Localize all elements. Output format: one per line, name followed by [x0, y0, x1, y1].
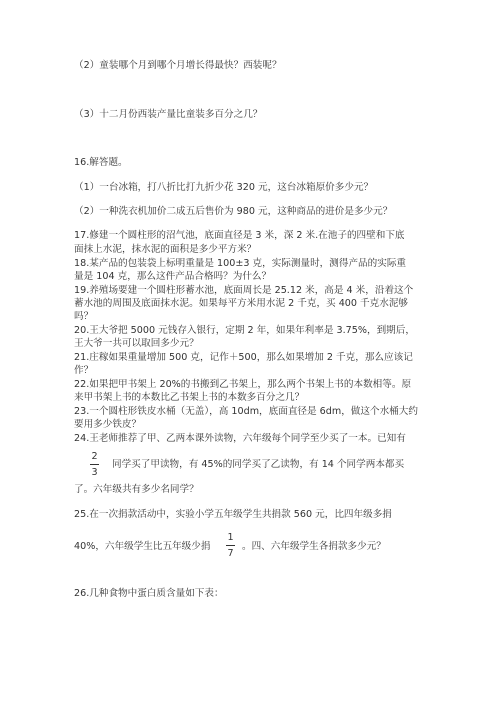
question-15-part-3: （3）十二月份西装产量比童装多百分之几？ — [74, 109, 263, 120]
question-18-line-1: 18.某产品的包装袋上标明重量是 100±3 克，实际测量时，测得产品的实际重 — [74, 258, 407, 269]
question-19-line-1: 19.养殖场要建一个圆柱形蓄水池，底面周长是 25.12 米，高是 4 米，沿着这个 — [74, 285, 414, 296]
fraction-denominator: 3 — [91, 467, 98, 478]
question-20-line-2: 王大爷一共可以取回多少元？ — [74, 338, 199, 349]
question-16-part-2: （2）一种洗衣机加价二成五后售价为 980 元，这种商品的进价是多少元？ — [74, 206, 393, 217]
question-17-line-2: 面抹上水泥，抹水泥的面积是多少平方米？ — [74, 244, 257, 255]
question-19-line-2: 蓄水池的周围及底面抹水泥。如果每平方米用水泥 2 千克，买 400 千克水泥够 — [74, 298, 409, 309]
question-24-line-2: 同学买了甲读物，有 45%的同学买了乙读物，有 14 个同学两本都买 — [112, 459, 405, 470]
question-25-line-1: 25.在一次捐款活动中，实验小学五年级学生共捐款 560 元，比四年级多捐 — [74, 509, 392, 520]
question-25-line-2-end: 。四、六年级学生各捐款多少元？ — [242, 541, 386, 552]
question-15-part-2: （2）童装哪个月到哪个月增长得最快？西装呢？ — [74, 60, 282, 71]
question-23-line-1: 23.一个圆柱形铁皮水桶（无盖），高 10dm，底面直径是 6dm，做这个水桶大约 — [74, 406, 418, 417]
question-18-line-2: 量是 104 克，那么这件产品合格吗？为什么？ — [74, 271, 272, 282]
fraction-bar — [226, 545, 235, 546]
question-16-title: 16.解答题。 — [74, 157, 128, 168]
fraction-bar — [90, 464, 99, 465]
fraction-two-thirds — [90, 451, 99, 478]
fraction-numerator: 2 — [91, 451, 98, 462]
fraction-one-seventh — [226, 532, 235, 559]
question-24-line-1: 24.王老师推荐了甲、乙两本课外读物，六年级每个同学至少买了一本。已知有 — [74, 433, 406, 444]
question-22-line-1: 22.如果把甲书架上 20%的书搬到乙书架上，那么两个书架上书的本数相等。原 — [74, 379, 412, 390]
question-25-line-2-start: 40%，六年级学生比五年级少捐 — [74, 541, 211, 552]
question-23-line-2: 要用多少铁皮？ — [74, 419, 142, 430]
question-22-line-2: 来甲书架上书的本数比乙书架上书的本数多百分之几？ — [74, 392, 305, 403]
question-17-line-1: 17.修建一个圆柱形的沼气池，底面直径是 3 米，深 2 米.在池子的四壁和下底 — [74, 230, 405, 241]
question-24-line-3: 了。六年级共有多少名同学？ — [74, 484, 199, 495]
question-21-line-1: 21.庄稼如果重量增加 500 克，记作＋500，那么如果增加 2 千克，那么应该记 — [74, 352, 413, 363]
fraction-numerator: 1 — [227, 532, 234, 543]
question-20-line-1: 20.王大爷把 5000 元钱存入银行，定期 2 年，如果年利率是 3.75%，到期后， — [74, 325, 415, 336]
question-21-line-2: 作？ — [74, 365, 94, 376]
question-19-line-3: 吗？ — [74, 311, 94, 322]
question-26-title: 26.几种食物中蛋白质含量如下表： — [74, 588, 224, 599]
fraction-denominator: 7 — [227, 548, 234, 559]
question-16-part-1: （1）一台冰箱，打八折比打九折少花 320 元，这台冰箱原价多少元？ — [74, 182, 374, 193]
